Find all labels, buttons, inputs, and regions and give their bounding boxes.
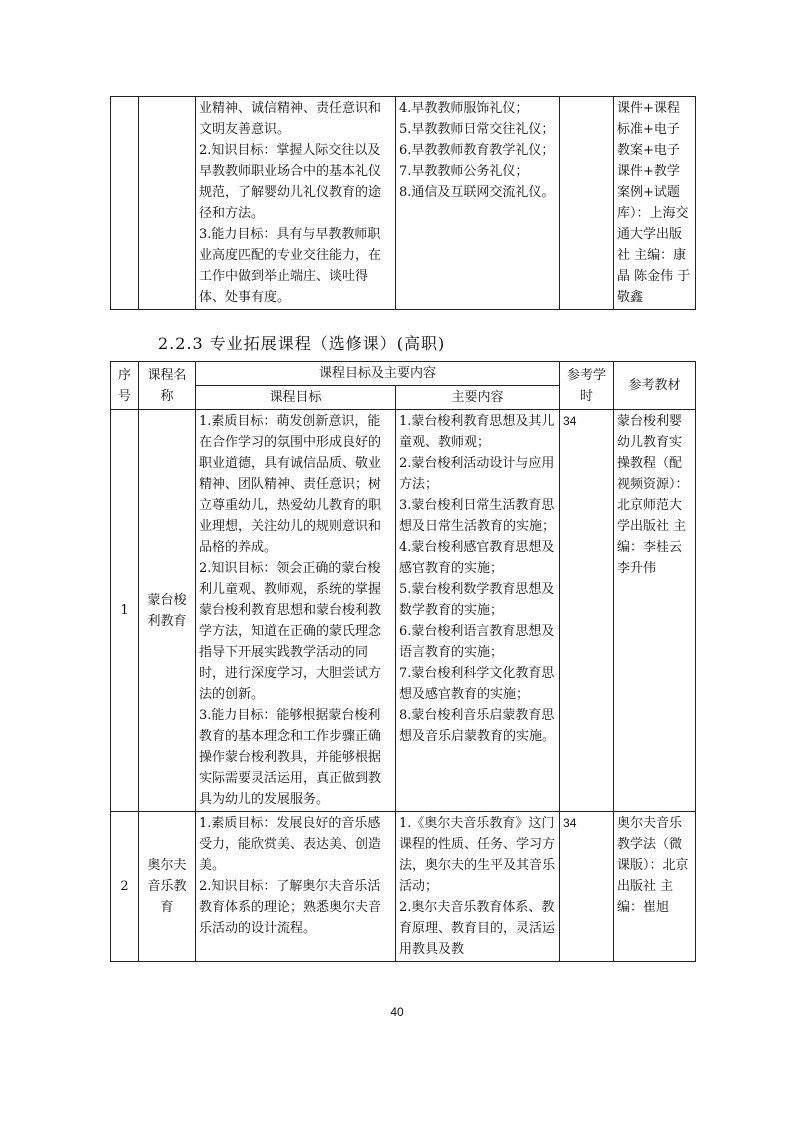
seq-cell: 2 — [111, 812, 139, 962]
header-content: 主要内容 — [396, 386, 560, 410]
hours-cell: 34 — [560, 410, 614, 812]
header-goals: 课程目标 — [196, 386, 396, 410]
table-row — [111, 97, 696, 310]
header-seq: 序号 — [111, 362, 139, 410]
goals-cell: 1.素质目标：发展良好的音乐感受力，能欣赏美、表达美、创造美。 2.知识目标：了解奥尔夫音乐活教育体系的理论；熟悉奥尔夫音乐活动的设计流程。 — [196, 812, 396, 962]
table-row — [111, 410, 696, 812]
name-cell: 蒙台梭利教育 — [139, 410, 196, 812]
textbook-cell: 课件+课程标准+电子教案+电子课件+教学案例+试题库）：上海交通大学出版社 主编：康晶 陈金伟 于敬鑫 — [614, 97, 696, 310]
content-cell: 1.蒙台梭利教育思想及其儿童观、教师观； 2.蒙台梭利活动设计与应用方法； 3.蒙台梭利日常生活教育思想及日常生活教育的实施； 4.蒙台梭利感官教育思想及感官教育的实施； 5.蒙台梭利数学教育思想及数学教育的实施； 6.蒙台梭利语言教育思想及语言教育的实施； 7.蒙台梭利科学文化教育思想及感官教育的实施； 8.蒙台梭利音乐启蒙教育思想及音乐启蒙教育的实施。 — [396, 410, 560, 812]
hours-cell — [560, 97, 614, 310]
header-row — [111, 362, 696, 386]
content-cell: 4.早教教师服饰礼仪； 5.早教教师日常交往礼仪； 6.早教教师教育教学礼仪； 7.早教教师公务礼仪； 8.通信及互联网交流礼仪。 — [396, 97, 560, 310]
textbook-cell: 蒙台梭利婴幼儿教育实操教程（配视频资源）：北京师范大学出版社 主编：李桂云 李升伟 — [614, 410, 696, 812]
textbook-cell: 奥尔夫音乐教学法（微课版）：北京出版社 主编：崔旭 — [614, 812, 696, 962]
header-hours: 参考学时 — [560, 362, 614, 410]
table-row — [111, 812, 696, 962]
continued-table — [110, 96, 696, 310]
page-number: 40 — [390, 1005, 404, 1019]
course-table — [110, 361, 696, 962]
seq-cell — [111, 97, 139, 310]
seq-cell: 1 — [111, 410, 139, 812]
name-cell: 奥尔夫音乐教育 — [139, 812, 196, 962]
header-textbook: 参考教材 — [614, 362, 696, 410]
header-goals-content: 课程目标及主要内容 — [196, 362, 560, 386]
hours-cell: 34 — [560, 812, 614, 962]
goals-cell: 业精神、诚信精神、责任意识和文明友善意识。 2.知识目标：掌握人际交往以及早教教师职业场合中的基本礼仪规范，了解婴幼儿礼仪教育的途径和方法。 3.能力目标：具有与早教教师职业高度匹配的专业交往能力，在工作中做到举止端庄、谈吐得体、处事有度。 — [196, 97, 396, 310]
goals-cell: 1.素质目标：萌发创新意识，能在合作学习的氛围中形成良好的职业道德，具有诚信品质、敬业精神、团队精神、责任意识；树立尊重幼儿，热爱幼儿教育的职业理想，关注幼儿的规则意识和品格的养成。 2.知识目标：领会正确的蒙台梭利儿童观、教师观，系统的掌握蒙台梭利教育思想和蒙台梭利教学方法，知道在正确的蒙氏理念指导下开展实践教学活动的同时，进行深度学习，大胆尝试方法的创新。 3.能力目标：能够根据蒙台梭利教育的基本理念和工作步骤正确操作蒙台梭利教具，并能够根据实际需要灵活运用，真正做到教具为幼儿的发展服务。 — [196, 410, 396, 812]
section-heading: 2.2.3 专业拓展课程（选修课）(高职) — [158, 334, 446, 353]
name-cell — [139, 97, 196, 310]
content-cell: 1.《奥尔夫音乐教育》这门课程的性质、任务、学习方法，奥尔夫的生平及其音乐活动； 2.奥尔夫音乐教育体系、教育原理、教育目的，灵活运用教具及教 — [396, 812, 560, 962]
header-name: 课程名称 — [139, 362, 196, 410]
